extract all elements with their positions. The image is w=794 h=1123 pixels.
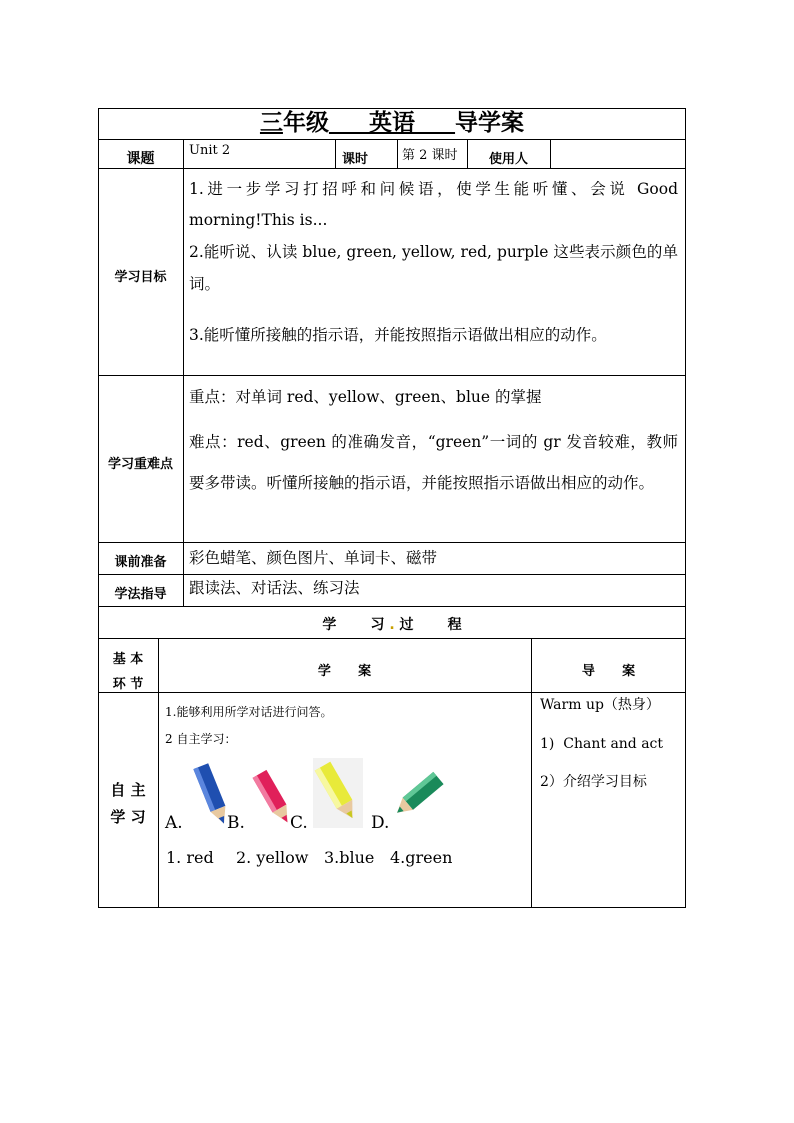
objective-1: 1.进一步学习打招呼和问候语，使学生能听懂、会说 Good morning!This is... — [189, 180, 678, 229]
self-study-label-2: 学 习 — [110, 808, 146, 826]
choice-c: C. — [290, 813, 308, 833]
preparation-value: 彩色蜡笔、颜色图片、单词卡、磁带 — [189, 549, 438, 567]
row-line — [98, 638, 686, 639]
process-dot: . — [389, 617, 395, 633]
study-header: 学 案 — [317, 664, 372, 679]
word-3: 3.blue — [324, 848, 375, 867]
row-line — [98, 692, 686, 693]
col-line — [183, 139, 184, 606]
user-label: 使用人 — [488, 152, 528, 167]
word-4: 4.green — [390, 848, 453, 867]
guide-step-1: 1) Chant and act — [540, 736, 664, 752]
choice-b: B. — [227, 813, 245, 833]
choice-d: D. — [371, 813, 390, 833]
process-char: 过 — [399, 617, 414, 633]
basic-header-1: 基 本 — [112, 652, 144, 667]
objective-3: 3.能听懂所接触的指示语，并能按照指示语做出相应的动作。 — [189, 326, 607, 344]
process-char: 程 — [447, 617, 462, 633]
page-title — [98, 108, 686, 138]
col-line — [397, 139, 398, 168]
self-study-line-1: 1.能够利用所学对话进行问答。 — [165, 705, 333, 719]
self-study-label-1: 自 主 — [110, 781, 146, 799]
title-grade: 三 — [259, 109, 283, 136]
row-line — [98, 139, 686, 140]
process-header — [98, 614, 686, 634]
title-suffix: 导学案 — [455, 109, 525, 136]
key-points-label: 学习重难点 — [107, 457, 173, 472]
row-line — [98, 375, 686, 376]
title-subject-text: 英语 — [369, 109, 415, 136]
word-2: 2. yellow — [236, 848, 309, 867]
table-border-right — [685, 108, 686, 908]
green-pencil-image — [387, 766, 447, 826]
method-value: 跟读法、对话法、练习法 — [189, 579, 360, 597]
period-label: 课时 — [341, 152, 368, 167]
title-subject — [329, 109, 455, 136]
process-char: 学 — [322, 617, 337, 633]
basic-header-2: 环 节 — [112, 677, 144, 692]
row-line — [98, 168, 686, 169]
process-char: 习 — [370, 617, 385, 633]
topic-value: Unit 2 — [189, 143, 231, 158]
self-study-line-2: 2 自主学习： — [165, 732, 237, 746]
guide-header: 导 案 — [581, 664, 636, 679]
method-label: 学法指导 — [114, 587, 167, 602]
difficult-point: 难点：red、green 的准确发音，“green”一词的 gr 发音较难，教师要多带读。听懂所接触的指示语，并能按照指示语做出相应的动作。 — [189, 433, 678, 492]
row-line — [98, 606, 686, 607]
blue-pencil-image — [192, 758, 232, 830]
period-value: 第 2 课时 — [402, 148, 458, 163]
key-point: 重点：对单词 red、yellow、green、blue 的掌握 — [189, 388, 542, 406]
table-border-bottom — [98, 907, 686, 908]
guide-step-2: 2）介绍学习目标 — [540, 774, 647, 790]
word-1: 1. red — [166, 848, 214, 867]
objective-2: 2.能听说、认读 blue, green, yellow, red, purple 这些表示颜色的单词。 — [189, 243, 678, 293]
objectives-label: 学习目标 — [114, 270, 167, 285]
choice-a: A. — [165, 813, 183, 833]
guide-warm-up: Warm up（热身） — [540, 697, 660, 713]
topic-label: 课题 — [126, 151, 155, 167]
yellow-pencil-image — [313, 758, 363, 828]
title-grade-suffix: 年级 — [282, 109, 329, 136]
preparation-label: 课前准备 — [114, 555, 167, 570]
col-line — [550, 139, 551, 168]
